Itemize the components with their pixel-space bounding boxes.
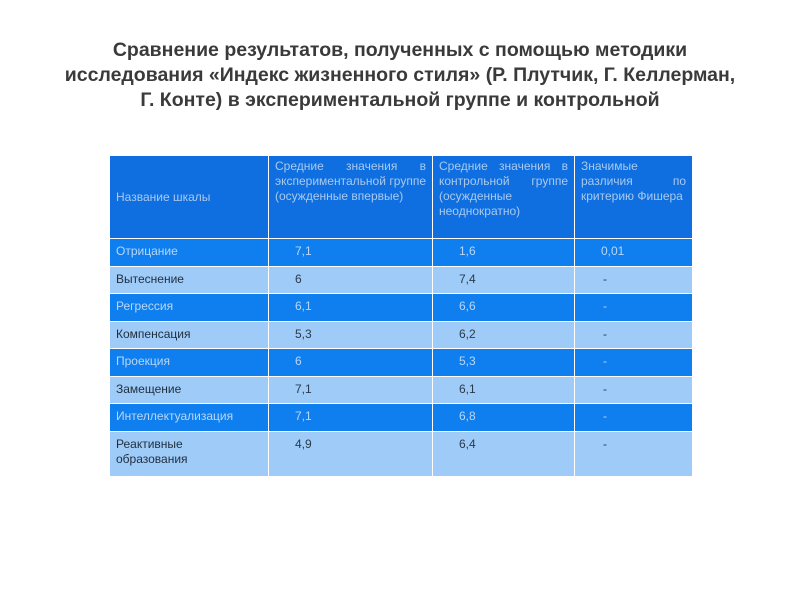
table-row [110,377,693,404]
header-experimental-mean: Средние значения в экспериментальной группе (осужденные впервые) [269,156,433,239]
header-fisher-significance: Значимые различия по критерию Фишера [575,156,693,239]
table-row [110,404,693,432]
row-experimental-value: 6,1 [269,294,433,322]
row-significance-value: - [575,432,693,477]
row-scale-name: Замещение [110,377,269,404]
row-significance-value: - [575,404,693,432]
row-experimental-value: 6 [269,349,433,377]
header-scale-name: Название шкалы [110,156,269,239]
row-experimental-value: 7,1 [269,404,433,432]
slide-title [40,38,760,113]
table-row [110,239,693,267]
table-row [110,294,693,322]
row-experimental-value: 5,3 [269,322,433,349]
row-significance-value: - [575,349,693,377]
title-line-1: Сравнение результатов, полученных с помощью методики [112,39,688,61]
row-significance-value: - [575,294,693,322]
row-control-value: 6,1 [433,377,575,404]
row-scale-name: Вытеснение [110,267,269,294]
row-significance-value: - [575,377,693,404]
row-scale-name: Отрицание [110,239,269,267]
results-table [109,155,693,477]
row-scale-name: Интеллектуализация [110,404,269,432]
row-experimental-value: 7,1 [269,239,433,267]
table-row [110,267,693,294]
row-experimental-value: 6 [269,267,433,294]
row-control-value: 1,6 [433,239,575,267]
row-experimental-value: 7,1 [269,377,433,404]
row-scale-name: Регрессия [110,294,269,322]
row-control-value: 6,2 [433,322,575,349]
row-control-value: 6,8 [433,404,575,432]
table-row [110,432,693,477]
title-line-2: исследования «Индекс жизненного стиля» (Р. Плутчик, Г. Келлерман, [64,64,736,86]
table-row [110,322,693,349]
row-control-value: 6,4 [433,432,575,477]
row-experimental-value: 4,9 [269,432,433,477]
row-control-value: 7,4 [433,267,575,294]
row-significance-value: - [575,267,693,294]
row-significance-value: - [575,322,693,349]
table-header-row [110,156,693,239]
row-scale-name: Проекция [110,349,269,377]
header-control-mean: Средние значения в контрольной группе (осужденные неоднократно) [433,156,575,239]
row-scale-name: Компенсация [110,322,269,349]
row-significance-value: 0,01 [575,239,693,267]
table-row [110,349,693,377]
row-scale-name: Реактивные образования [110,432,269,477]
title-line-3: Г. Конте) в экспериментальной группе и контрольной [140,89,660,111]
row-control-value: 5,3 [433,349,575,377]
row-control-value: 6,6 [433,294,575,322]
